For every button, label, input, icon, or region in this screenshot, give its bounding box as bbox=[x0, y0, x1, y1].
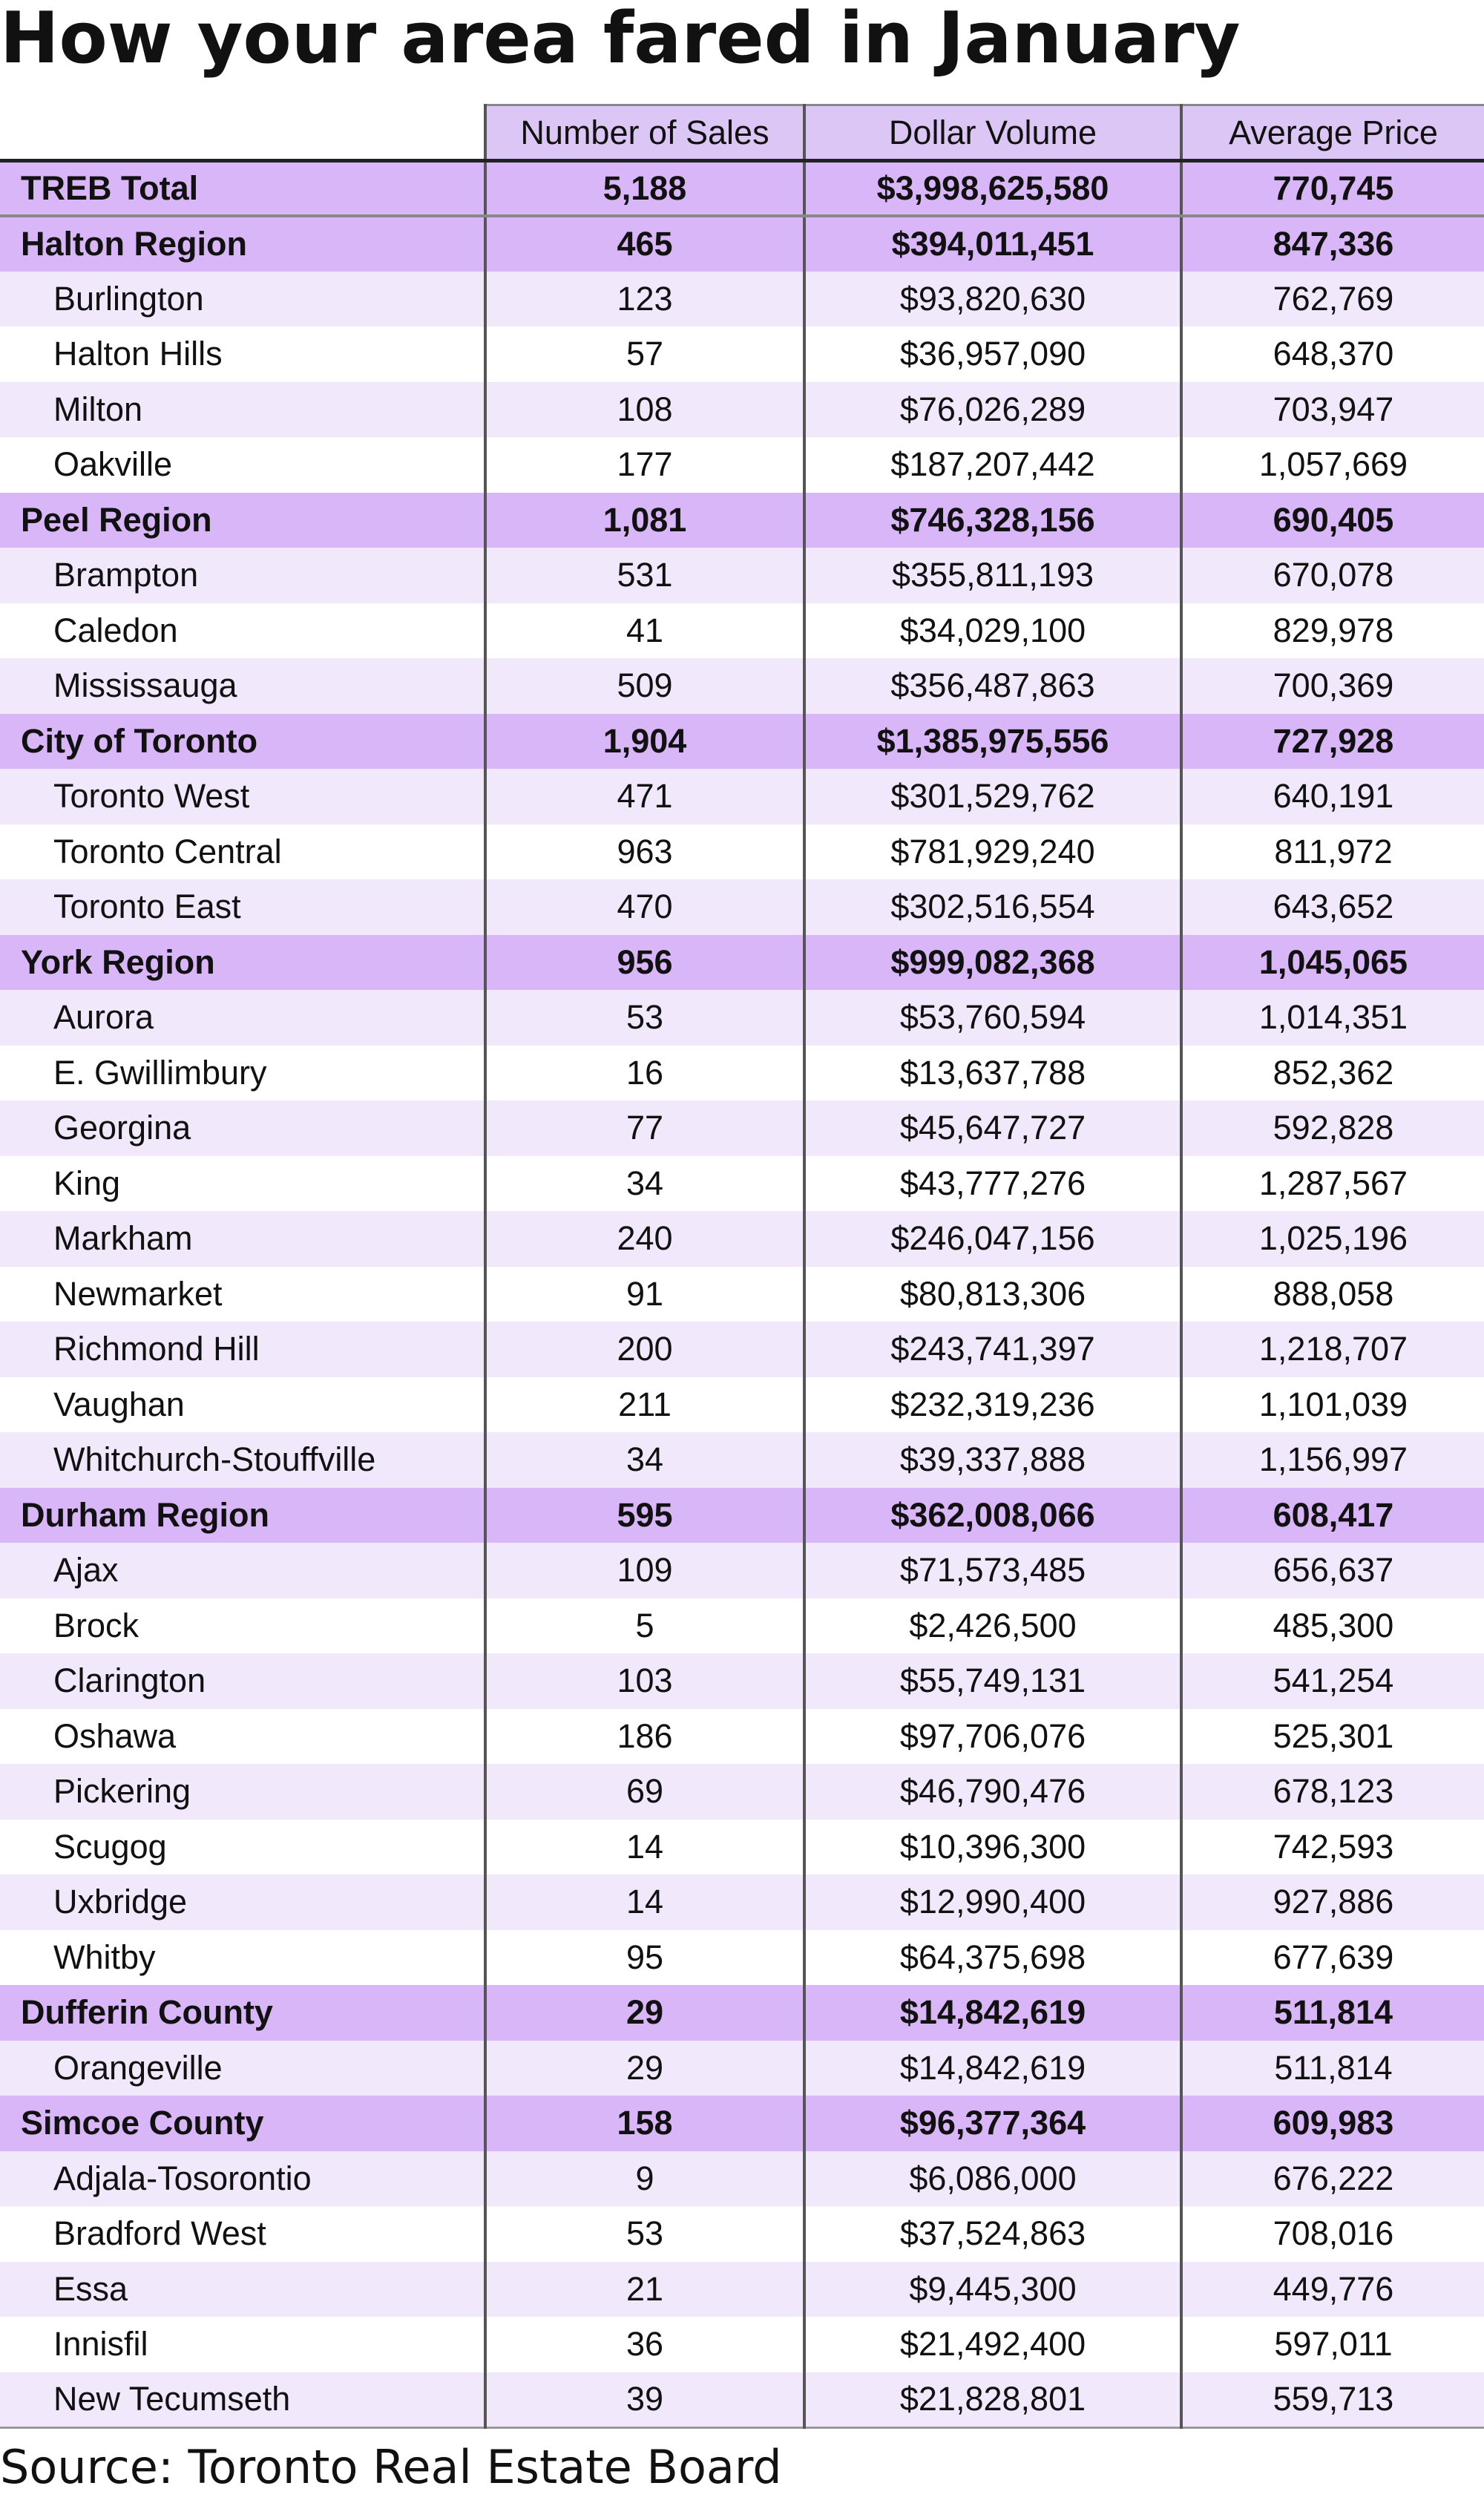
average-price-cell: 1,156,997 bbox=[1181, 1432, 1484, 1488]
average-price-cell: 677,639 bbox=[1181, 1930, 1484, 1986]
number-of-sales-cell: 34 bbox=[485, 1432, 804, 1488]
area-name-cell: Simcoe County bbox=[0, 2096, 485, 2151]
number-of-sales-cell: 21 bbox=[485, 2262, 804, 2317]
average-price-cell: 700,369 bbox=[1181, 658, 1484, 714]
area-name-cell: Toronto West bbox=[0, 769, 485, 824]
dollar-volume-cell: $302,516,554 bbox=[804, 879, 1181, 935]
dollar-volume-cell: $356,487,863 bbox=[804, 658, 1181, 714]
area-name-cell: Innisfil bbox=[0, 2317, 485, 2372]
dollar-volume-cell: $394,011,451 bbox=[804, 216, 1181, 272]
table-row bbox=[0, 1653, 1484, 1709]
dollar-volume-cell: $243,741,397 bbox=[804, 1322, 1181, 1377]
table-row bbox=[0, 1322, 1484, 1377]
table-header-row bbox=[0, 105, 1484, 161]
number-of-sales-cell: 177 bbox=[485, 437, 804, 493]
average-price-cell: 640,191 bbox=[1181, 769, 1484, 824]
average-price-cell: 676,222 bbox=[1181, 2151, 1484, 2207]
area-name-cell: King bbox=[0, 1156, 485, 1212]
number-of-sales-cell: 14 bbox=[485, 1874, 804, 1930]
area-name-cell: Dufferin County bbox=[0, 1985, 485, 2041]
number-of-sales-cell: 509 bbox=[485, 658, 804, 714]
average-price-cell: 829,978 bbox=[1181, 603, 1484, 659]
sales-table-container bbox=[0, 104, 1484, 2429]
dollar-volume-cell: $10,396,300 bbox=[804, 1820, 1181, 1875]
dollar-volume-cell: $21,492,400 bbox=[804, 2317, 1181, 2372]
number-of-sales-cell: 956 bbox=[485, 935, 804, 991]
area-name-cell: Oshawa bbox=[0, 1709, 485, 1765]
average-price-cell: 656,637 bbox=[1181, 1543, 1484, 1598]
dollar-volume-cell: $9,445,300 bbox=[804, 2262, 1181, 2317]
area-name-cell: York Region bbox=[0, 935, 485, 991]
header-number-of-sales: Number of Sales bbox=[485, 105, 804, 161]
dollar-volume-cell: $1,385,975,556 bbox=[804, 714, 1181, 770]
dollar-volume-cell: $43,777,276 bbox=[804, 1156, 1181, 1212]
number-of-sales-cell: 963 bbox=[485, 824, 804, 880]
average-price-cell: 541,254 bbox=[1181, 1653, 1484, 1709]
area-name-cell: Markham bbox=[0, 1211, 485, 1267]
area-name-cell: Brampton bbox=[0, 548, 485, 603]
number-of-sales-cell: 95 bbox=[485, 1930, 804, 1986]
table-row bbox=[0, 1764, 1484, 1820]
average-price-cell: 762,769 bbox=[1181, 272, 1484, 327]
dollar-volume-cell: $6,086,000 bbox=[804, 2151, 1181, 2207]
header-average-price: Average Price bbox=[1181, 105, 1484, 161]
dollar-volume-cell: $14,842,619 bbox=[804, 2041, 1181, 2096]
dollar-volume-cell: $362,008,066 bbox=[804, 1488, 1181, 1544]
table-row bbox=[0, 548, 1484, 603]
average-price-cell: 511,814 bbox=[1181, 2041, 1484, 2096]
area-name-cell: Burlington bbox=[0, 272, 485, 327]
area-name-cell: Aurora bbox=[0, 990, 485, 1046]
area-name-cell: Toronto Central bbox=[0, 824, 485, 880]
region-row bbox=[0, 2096, 1484, 2151]
average-price-cell: 592,828 bbox=[1181, 1100, 1484, 1156]
table-row bbox=[0, 824, 1484, 880]
dollar-volume-cell: $232,319,236 bbox=[804, 1377, 1181, 1433]
area-name-cell: Whitby bbox=[0, 1930, 485, 1986]
area-name-cell: City of Toronto bbox=[0, 714, 485, 770]
average-price-cell: 485,300 bbox=[1181, 1598, 1484, 1654]
table-body bbox=[0, 161, 1484, 2428]
dollar-volume-cell: $2,426,500 bbox=[804, 1598, 1181, 1654]
number-of-sales-cell: 53 bbox=[485, 2206, 804, 2262]
number-of-sales-cell: 53 bbox=[485, 990, 804, 1046]
number-of-sales-cell: 39 bbox=[485, 2372, 804, 2428]
area-name-cell: Vaughan bbox=[0, 1377, 485, 1433]
average-price-cell: 1,218,707 bbox=[1181, 1322, 1484, 1377]
number-of-sales-cell: 158 bbox=[485, 2096, 804, 2151]
region-row bbox=[0, 714, 1484, 770]
average-price-cell: 609,983 bbox=[1181, 2096, 1484, 2151]
area-name-cell: Scugog bbox=[0, 1820, 485, 1875]
area-name-cell: Pickering bbox=[0, 1764, 485, 1820]
sales-table bbox=[0, 104, 1484, 2429]
dollar-volume-cell: $76,026,289 bbox=[804, 382, 1181, 438]
area-name-cell: Oakville bbox=[0, 437, 485, 493]
number-of-sales-cell: 36 bbox=[485, 2317, 804, 2372]
dollar-volume-cell: $53,760,594 bbox=[804, 990, 1181, 1046]
average-price-cell: 811,972 bbox=[1181, 824, 1484, 880]
dollar-volume-cell: $97,706,076 bbox=[804, 1709, 1181, 1765]
average-price-cell: 670,078 bbox=[1181, 548, 1484, 603]
table-row bbox=[0, 1874, 1484, 1930]
dollar-volume-cell: $36,957,090 bbox=[804, 327, 1181, 382]
area-name-cell: Adjala-Tosorontio bbox=[0, 2151, 485, 2207]
header-dollar-volume: Dollar Volume bbox=[804, 105, 1181, 161]
number-of-sales-cell: 57 bbox=[485, 327, 804, 382]
table-row bbox=[0, 990, 1484, 1046]
number-of-sales-cell: 1,904 bbox=[485, 714, 804, 770]
table-row bbox=[0, 2262, 1484, 2317]
number-of-sales-cell: 14 bbox=[485, 1820, 804, 1875]
average-price-cell: 708,016 bbox=[1181, 2206, 1484, 2262]
table-row bbox=[0, 1046, 1484, 1101]
table-row bbox=[0, 1100, 1484, 1156]
average-price-cell: 1,025,196 bbox=[1181, 1211, 1484, 1267]
average-price-cell: 1,287,567 bbox=[1181, 1156, 1484, 1212]
average-price-cell: 597,011 bbox=[1181, 2317, 1484, 2372]
average-price-cell: 648,370 bbox=[1181, 327, 1484, 382]
number-of-sales-cell: 29 bbox=[485, 1985, 804, 2041]
table-row bbox=[0, 1432, 1484, 1488]
average-price-cell: 770,745 bbox=[1181, 161, 1484, 217]
number-of-sales-cell: 471 bbox=[485, 769, 804, 824]
dollar-volume-cell: $96,377,364 bbox=[804, 2096, 1181, 2151]
area-name-cell: Mississauga bbox=[0, 658, 485, 714]
average-price-cell: 1,014,351 bbox=[1181, 990, 1484, 1046]
table-row bbox=[0, 2372, 1484, 2428]
number-of-sales-cell: 108 bbox=[485, 382, 804, 438]
table-row bbox=[0, 2317, 1484, 2372]
average-price-cell: 742,593 bbox=[1181, 1820, 1484, 1875]
number-of-sales-cell: 16 bbox=[485, 1046, 804, 1101]
source-note: Source: Toronto Real Estate Board bbox=[0, 2440, 782, 2494]
dollar-volume-cell: $187,207,442 bbox=[804, 437, 1181, 493]
number-of-sales-cell: 29 bbox=[485, 2041, 804, 2096]
area-name-cell: Halton Hills bbox=[0, 327, 485, 382]
average-price-cell: 1,101,039 bbox=[1181, 1377, 1484, 1433]
dollar-volume-cell: $301,529,762 bbox=[804, 769, 1181, 824]
dollar-volume-cell: $13,637,788 bbox=[804, 1046, 1181, 1101]
header-area bbox=[0, 105, 485, 161]
table-row bbox=[0, 272, 1484, 327]
number-of-sales-cell: 69 bbox=[485, 1764, 804, 1820]
table-row bbox=[0, 2206, 1484, 2262]
average-price-cell: 608,417 bbox=[1181, 1488, 1484, 1544]
table-row bbox=[0, 1598, 1484, 1654]
dollar-volume-cell: $21,828,801 bbox=[804, 2372, 1181, 2428]
number-of-sales-cell: 531 bbox=[485, 548, 804, 603]
table-row bbox=[0, 1156, 1484, 1212]
number-of-sales-cell: 240 bbox=[485, 1211, 804, 1267]
area-name-cell: Durham Region bbox=[0, 1488, 485, 1544]
area-name-cell: Peel Region bbox=[0, 493, 485, 548]
dollar-volume-cell: $14,842,619 bbox=[804, 1985, 1181, 2041]
dollar-volume-cell: $39,337,888 bbox=[804, 1432, 1181, 1488]
number-of-sales-cell: 109 bbox=[485, 1543, 804, 1598]
average-price-cell: 559,713 bbox=[1181, 2372, 1484, 2428]
dollar-volume-cell: $80,813,306 bbox=[804, 1267, 1181, 1322]
area-name-cell: Caledon bbox=[0, 603, 485, 659]
area-name-cell: Essa bbox=[0, 2262, 485, 2317]
area-name-cell: Clarington bbox=[0, 1653, 485, 1709]
number-of-sales-cell: 34 bbox=[485, 1156, 804, 1212]
area-name-cell: Ajax bbox=[0, 1543, 485, 1598]
average-price-cell: 449,776 bbox=[1181, 2262, 1484, 2317]
number-of-sales-cell: 595 bbox=[485, 1488, 804, 1544]
area-name-cell: Brock bbox=[0, 1598, 485, 1654]
number-of-sales-cell: 91 bbox=[485, 1267, 804, 1322]
table-row bbox=[0, 1543, 1484, 1598]
average-price-cell: 1,045,065 bbox=[1181, 935, 1484, 991]
number-of-sales-cell: 5,188 bbox=[485, 161, 804, 217]
dollar-volume-cell: $45,647,727 bbox=[804, 1100, 1181, 1156]
dollar-volume-cell: $46,790,476 bbox=[804, 1764, 1181, 1820]
region-row bbox=[0, 1985, 1484, 2041]
number-of-sales-cell: 186 bbox=[485, 1709, 804, 1765]
dollar-volume-cell: $12,990,400 bbox=[804, 1874, 1181, 1930]
table-row bbox=[0, 603, 1484, 659]
area-name-cell: E. Gwillimbury bbox=[0, 1046, 485, 1101]
area-name-cell: Whitchurch-Stouffville bbox=[0, 1432, 485, 1488]
number-of-sales-cell: 5 bbox=[485, 1598, 804, 1654]
dollar-volume-cell: $37,524,863 bbox=[804, 2206, 1181, 2262]
dollar-volume-cell: $71,573,485 bbox=[804, 1543, 1181, 1598]
number-of-sales-cell: 470 bbox=[485, 879, 804, 935]
dollar-volume-cell: $3,998,625,580 bbox=[804, 161, 1181, 217]
number-of-sales-cell: 9 bbox=[485, 2151, 804, 2207]
table-row bbox=[0, 879, 1484, 935]
number-of-sales-cell: 123 bbox=[485, 272, 804, 327]
dollar-volume-cell: $246,047,156 bbox=[804, 1211, 1181, 1267]
table-row bbox=[0, 769, 1484, 824]
table-row bbox=[0, 1709, 1484, 1765]
number-of-sales-cell: 200 bbox=[485, 1322, 804, 1377]
table-row bbox=[0, 327, 1484, 382]
dollar-volume-cell: $34,029,100 bbox=[804, 603, 1181, 659]
area-name-cell: Orangeville bbox=[0, 2041, 485, 2096]
table-row bbox=[0, 2151, 1484, 2207]
region-row bbox=[0, 216, 1484, 272]
region-row bbox=[0, 1488, 1484, 1544]
dollar-volume-cell: $781,929,240 bbox=[804, 824, 1181, 880]
table-row bbox=[0, 658, 1484, 714]
table-row bbox=[0, 1377, 1484, 1433]
dollar-volume-cell: $746,328,156 bbox=[804, 493, 1181, 548]
average-price-cell: 643,652 bbox=[1181, 879, 1484, 935]
table-row bbox=[0, 1211, 1484, 1267]
average-price-cell: 511,814 bbox=[1181, 1985, 1484, 2041]
table-row bbox=[0, 437, 1484, 493]
dollar-volume-cell: $999,082,368 bbox=[804, 935, 1181, 991]
area-name-cell: TREB Total bbox=[0, 161, 485, 217]
average-price-cell: 888,058 bbox=[1181, 1267, 1484, 1322]
area-name-cell: Richmond Hill bbox=[0, 1322, 485, 1377]
region-row bbox=[0, 935, 1484, 991]
table-row bbox=[0, 1820, 1484, 1875]
average-price-cell: 678,123 bbox=[1181, 1764, 1484, 1820]
region-row bbox=[0, 493, 1484, 548]
table-row bbox=[0, 1267, 1484, 1322]
dollar-volume-cell: $64,375,698 bbox=[804, 1930, 1181, 1986]
average-price-cell: 525,301 bbox=[1181, 1709, 1484, 1765]
average-price-cell: 847,336 bbox=[1181, 216, 1484, 272]
table-row bbox=[0, 1930, 1484, 1986]
area-name-cell: Milton bbox=[0, 382, 485, 438]
number-of-sales-cell: 465 bbox=[485, 216, 804, 272]
table-row bbox=[0, 382, 1484, 438]
average-price-cell: 1,057,669 bbox=[1181, 437, 1484, 493]
area-name-cell: Georgina bbox=[0, 1100, 485, 1156]
area-name-cell: Newmarket bbox=[0, 1267, 485, 1322]
total-row bbox=[0, 161, 1484, 217]
area-name-cell: New Tecumseth bbox=[0, 2372, 485, 2428]
number-of-sales-cell: 41 bbox=[485, 603, 804, 659]
dollar-volume-cell: $93,820,630 bbox=[804, 272, 1181, 327]
average-price-cell: 927,886 bbox=[1181, 1874, 1484, 1930]
area-name-cell: Bradford West bbox=[0, 2206, 485, 2262]
average-price-cell: 727,928 bbox=[1181, 714, 1484, 770]
average-price-cell: 690,405 bbox=[1181, 493, 1484, 548]
number-of-sales-cell: 103 bbox=[485, 1653, 804, 1709]
number-of-sales-cell: 211 bbox=[485, 1377, 804, 1433]
average-price-cell: 852,362 bbox=[1181, 1046, 1484, 1101]
dollar-volume-cell: $355,811,193 bbox=[804, 548, 1181, 603]
number-of-sales-cell: 77 bbox=[485, 1100, 804, 1156]
area-name-cell: Uxbridge bbox=[0, 1874, 485, 1930]
number-of-sales-cell: 1,081 bbox=[485, 493, 804, 548]
page-title: How your area fared in January bbox=[0, 0, 1241, 79]
dollar-volume-cell: $55,749,131 bbox=[804, 1653, 1181, 1709]
area-name-cell: Toronto East bbox=[0, 879, 485, 935]
average-price-cell: 703,947 bbox=[1181, 382, 1484, 438]
table-row bbox=[0, 2041, 1484, 2096]
area-name-cell: Halton Region bbox=[0, 216, 485, 272]
